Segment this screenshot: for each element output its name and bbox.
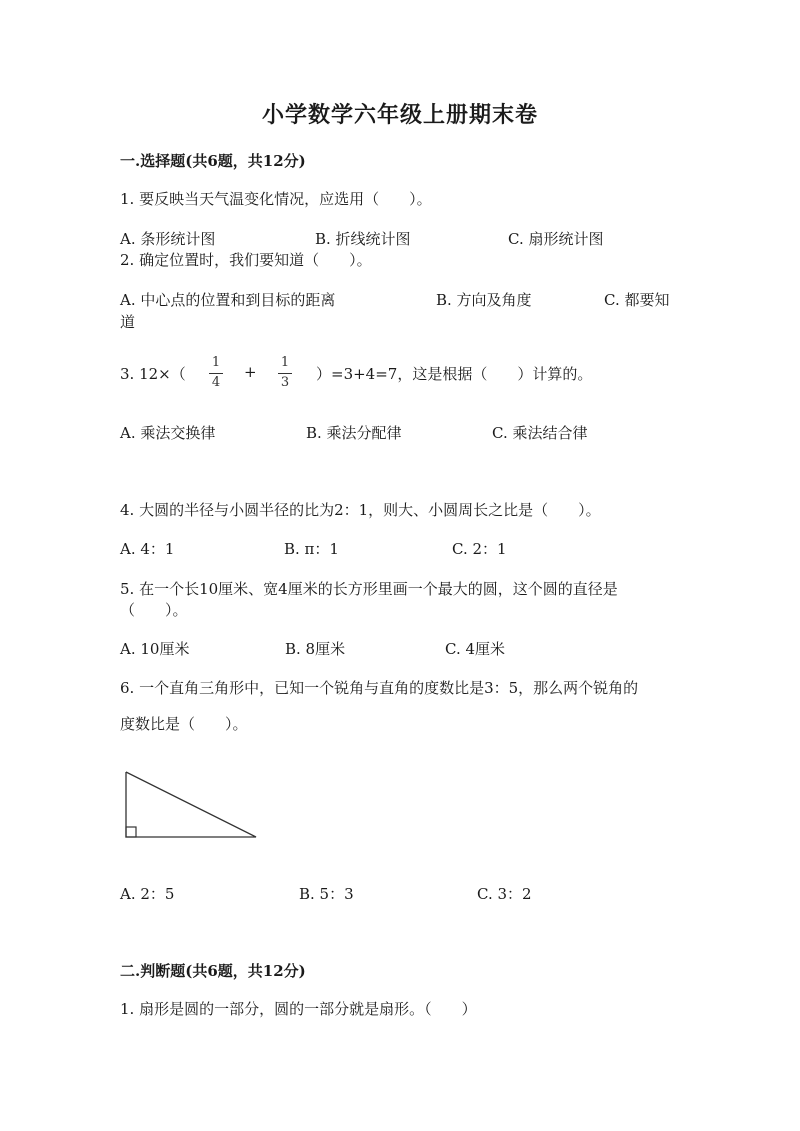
question-3-suffix: ）=3+4=7，这是根据（ ）计算的。: [316, 365, 593, 383]
question-2-option-c-continued: 道: [120, 313, 136, 331]
question-6-option-a: A. 2：5: [120, 885, 175, 903]
question-2-option-b: B. 方向及角度: [436, 291, 532, 309]
section-1-header: 一.选择题(共6题，共12分): [120, 152, 306, 170]
question-1-option-b: B. 折线统计图: [315, 230, 411, 248]
question-2-stem: 2. 确定位置时，我们要知道（ ）。: [120, 251, 372, 269]
fraction-one-quarter: [209, 356, 223, 390]
question-4-option-a: A. 4：1: [120, 540, 175, 558]
question-4-option-b: B. π：1: [284, 540, 339, 558]
question-3-option-a: A. 乘法交换律: [120, 424, 216, 442]
fraction-denominator: 3: [280, 375, 290, 390]
fraction-bar: [278, 373, 292, 374]
question-3-prefix: 3. 12×（: [120, 365, 186, 383]
judgement-question-1: 1. 扇形是圆的一部分，圆的一部分就是扇形。（ ）: [120, 1000, 477, 1018]
question-6-option-b: B. 5：3: [299, 885, 354, 903]
plus-sign: +: [244, 363, 257, 381]
question-1-option-c: C. 扇形统计图: [508, 230, 604, 248]
question-5-stem-line-2: （ ）。: [120, 601, 188, 619]
right-angle-marker: [126, 827, 136, 837]
question-6-stem-line-1: 6. 一个直角三角形中，已知一个锐角与直角的度数比是3：5，那么两个锐角的: [120, 679, 639, 697]
fraction-numerator: 1: [280, 355, 290, 370]
question-5-option-c: C. 4厘米: [445, 640, 506, 658]
question-3-option-c: C. 乘法结合律: [492, 424, 588, 442]
page-title: 小学数学六年级上册期末卷: [261, 102, 538, 128]
fraction-bar: [209, 373, 223, 374]
fraction-denominator: 4: [211, 375, 221, 390]
question-2-option-c: C. 都要知: [604, 291, 670, 309]
question-6-stem-line-2: 度数比是（ ）。: [120, 715, 248, 733]
question-3-option-b: B. 乘法分配律: [306, 424, 402, 442]
question-5-option-b: B. 8厘米: [285, 640, 346, 658]
question-1-stem: 1. 要反映当天气温变化情况，应选用（ ）。: [120, 190, 432, 208]
question-4-option-c: C. 2：1: [452, 540, 507, 558]
question-4-stem: 4. 大圆的半径与小圆半径的比为2：1，则大、小圆周长之比是（ ）。: [120, 501, 601, 519]
question-5-option-a: A. 10厘米: [120, 640, 190, 658]
fraction-numerator: 1: [211, 355, 221, 370]
triangle-outline: [126, 772, 256, 837]
question-1-option-a: A. 条形统计图: [120, 230, 216, 248]
section-2-header: 二.判断题(共6题，共12分): [120, 962, 306, 980]
question-5-stem-line-1: 5. 在一个长10厘米、宽4厘米的长方形里画一个最大的圆，这个圆的直径是: [120, 580, 618, 598]
fraction-one-third: [278, 356, 292, 390]
question-2-option-a: A. 中心点的位置和到目标的距离: [120, 291, 336, 309]
question-6-option-c: C. 3：2: [477, 885, 532, 903]
right-triangle-figure: [118, 765, 263, 843]
